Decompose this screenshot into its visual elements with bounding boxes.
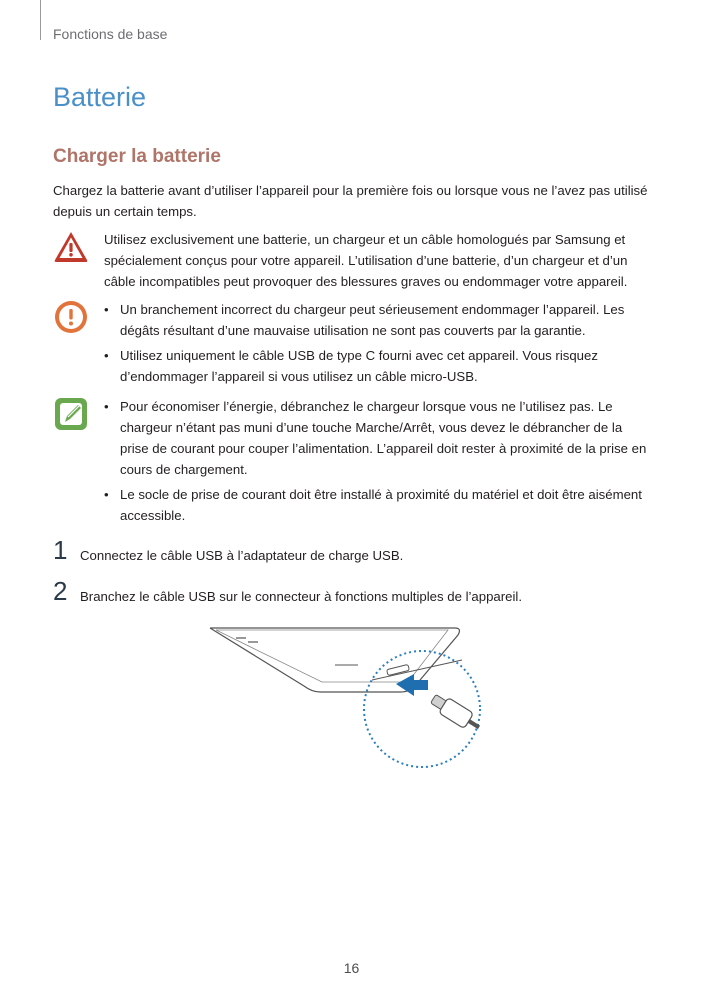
chapter-header: Fonctions de base — [53, 26, 168, 42]
tablet-inner-edge — [216, 630, 448, 682]
intro-paragraph: Chargez la batterie avant d’utiliser l’appareil pour la première fois ou lorsque vous ne l’avez pas utilisé depuis un certain temps. — [53, 183, 648, 219]
warning-triangle-icon — [53, 229, 89, 265]
step-text: Connectez le câble USB à l’adaptateur de charge USB. — [80, 548, 404, 563]
charging-illustration — [200, 620, 500, 785]
step-number: 1 — [53, 535, 68, 565]
caution-item: • Utilisez uniquement le câble USB de type C fourni avec cet appareil. Vous risquez d’endommager l’appareil si vous utilisez un câble micro-USB. — [104, 348, 598, 384]
note-item: • Le socle de prise de courant doit être installé à proximité du matériel et doit être aisément accessible. — [104, 487, 642, 523]
header-rule — [40, 0, 41, 40]
exclamation-circle-icon — [53, 299, 89, 335]
page-number: 16 — [343, 960, 360, 976]
step-text: Branchez le câble USB sur le connecteur à fonctions multiples de l’appareil. — [80, 589, 523, 604]
note-item: • Pour économiser l’énergie, débranchez le chargeur lorsque vous ne l’utilisez pas. Le chargeur n’étant pas muni d’une touche Marche/Arrêt, vous devez le débrancher de la prise de courant pour couper l’alimentation. L’appareil doit rester à proximité de la prise en cours de chargement. — [104, 399, 647, 477]
page-title: Batterie — [53, 82, 147, 112]
zoom-edge — [372, 660, 462, 680]
caution-item: • Un branchement incorrect du chargeur peut sérieusement endommager l’appareil. Les dégâts résultant d’une mauvaise utilisation ne sont pas couverts par la garantie. — [104, 302, 625, 338]
caution-notice — [53, 299, 653, 391]
note-notice — [53, 396, 653, 530]
section-title: Charger la batterie — [53, 146, 221, 167]
step-2 — [53, 576, 673, 607]
usb-c-connector — [428, 691, 483, 735]
warning-text: Utilisez exclusivement une batterie, un chargeur et un câble homologués par Samsung et spécialement conçus pour votre appareil. L’utilisation d’une batterie, d’un chargeur et d’un câble incompatibles peut provoquer des blessures graves ou endommager votre appareil. — [104, 232, 628, 289]
warning-notice — [53, 229, 653, 292]
step-1 — [53, 535, 673, 566]
insert-arrow-icon — [396, 674, 428, 696]
note-pencil-icon — [53, 396, 89, 432]
step-number: 2 — [53, 576, 68, 606]
